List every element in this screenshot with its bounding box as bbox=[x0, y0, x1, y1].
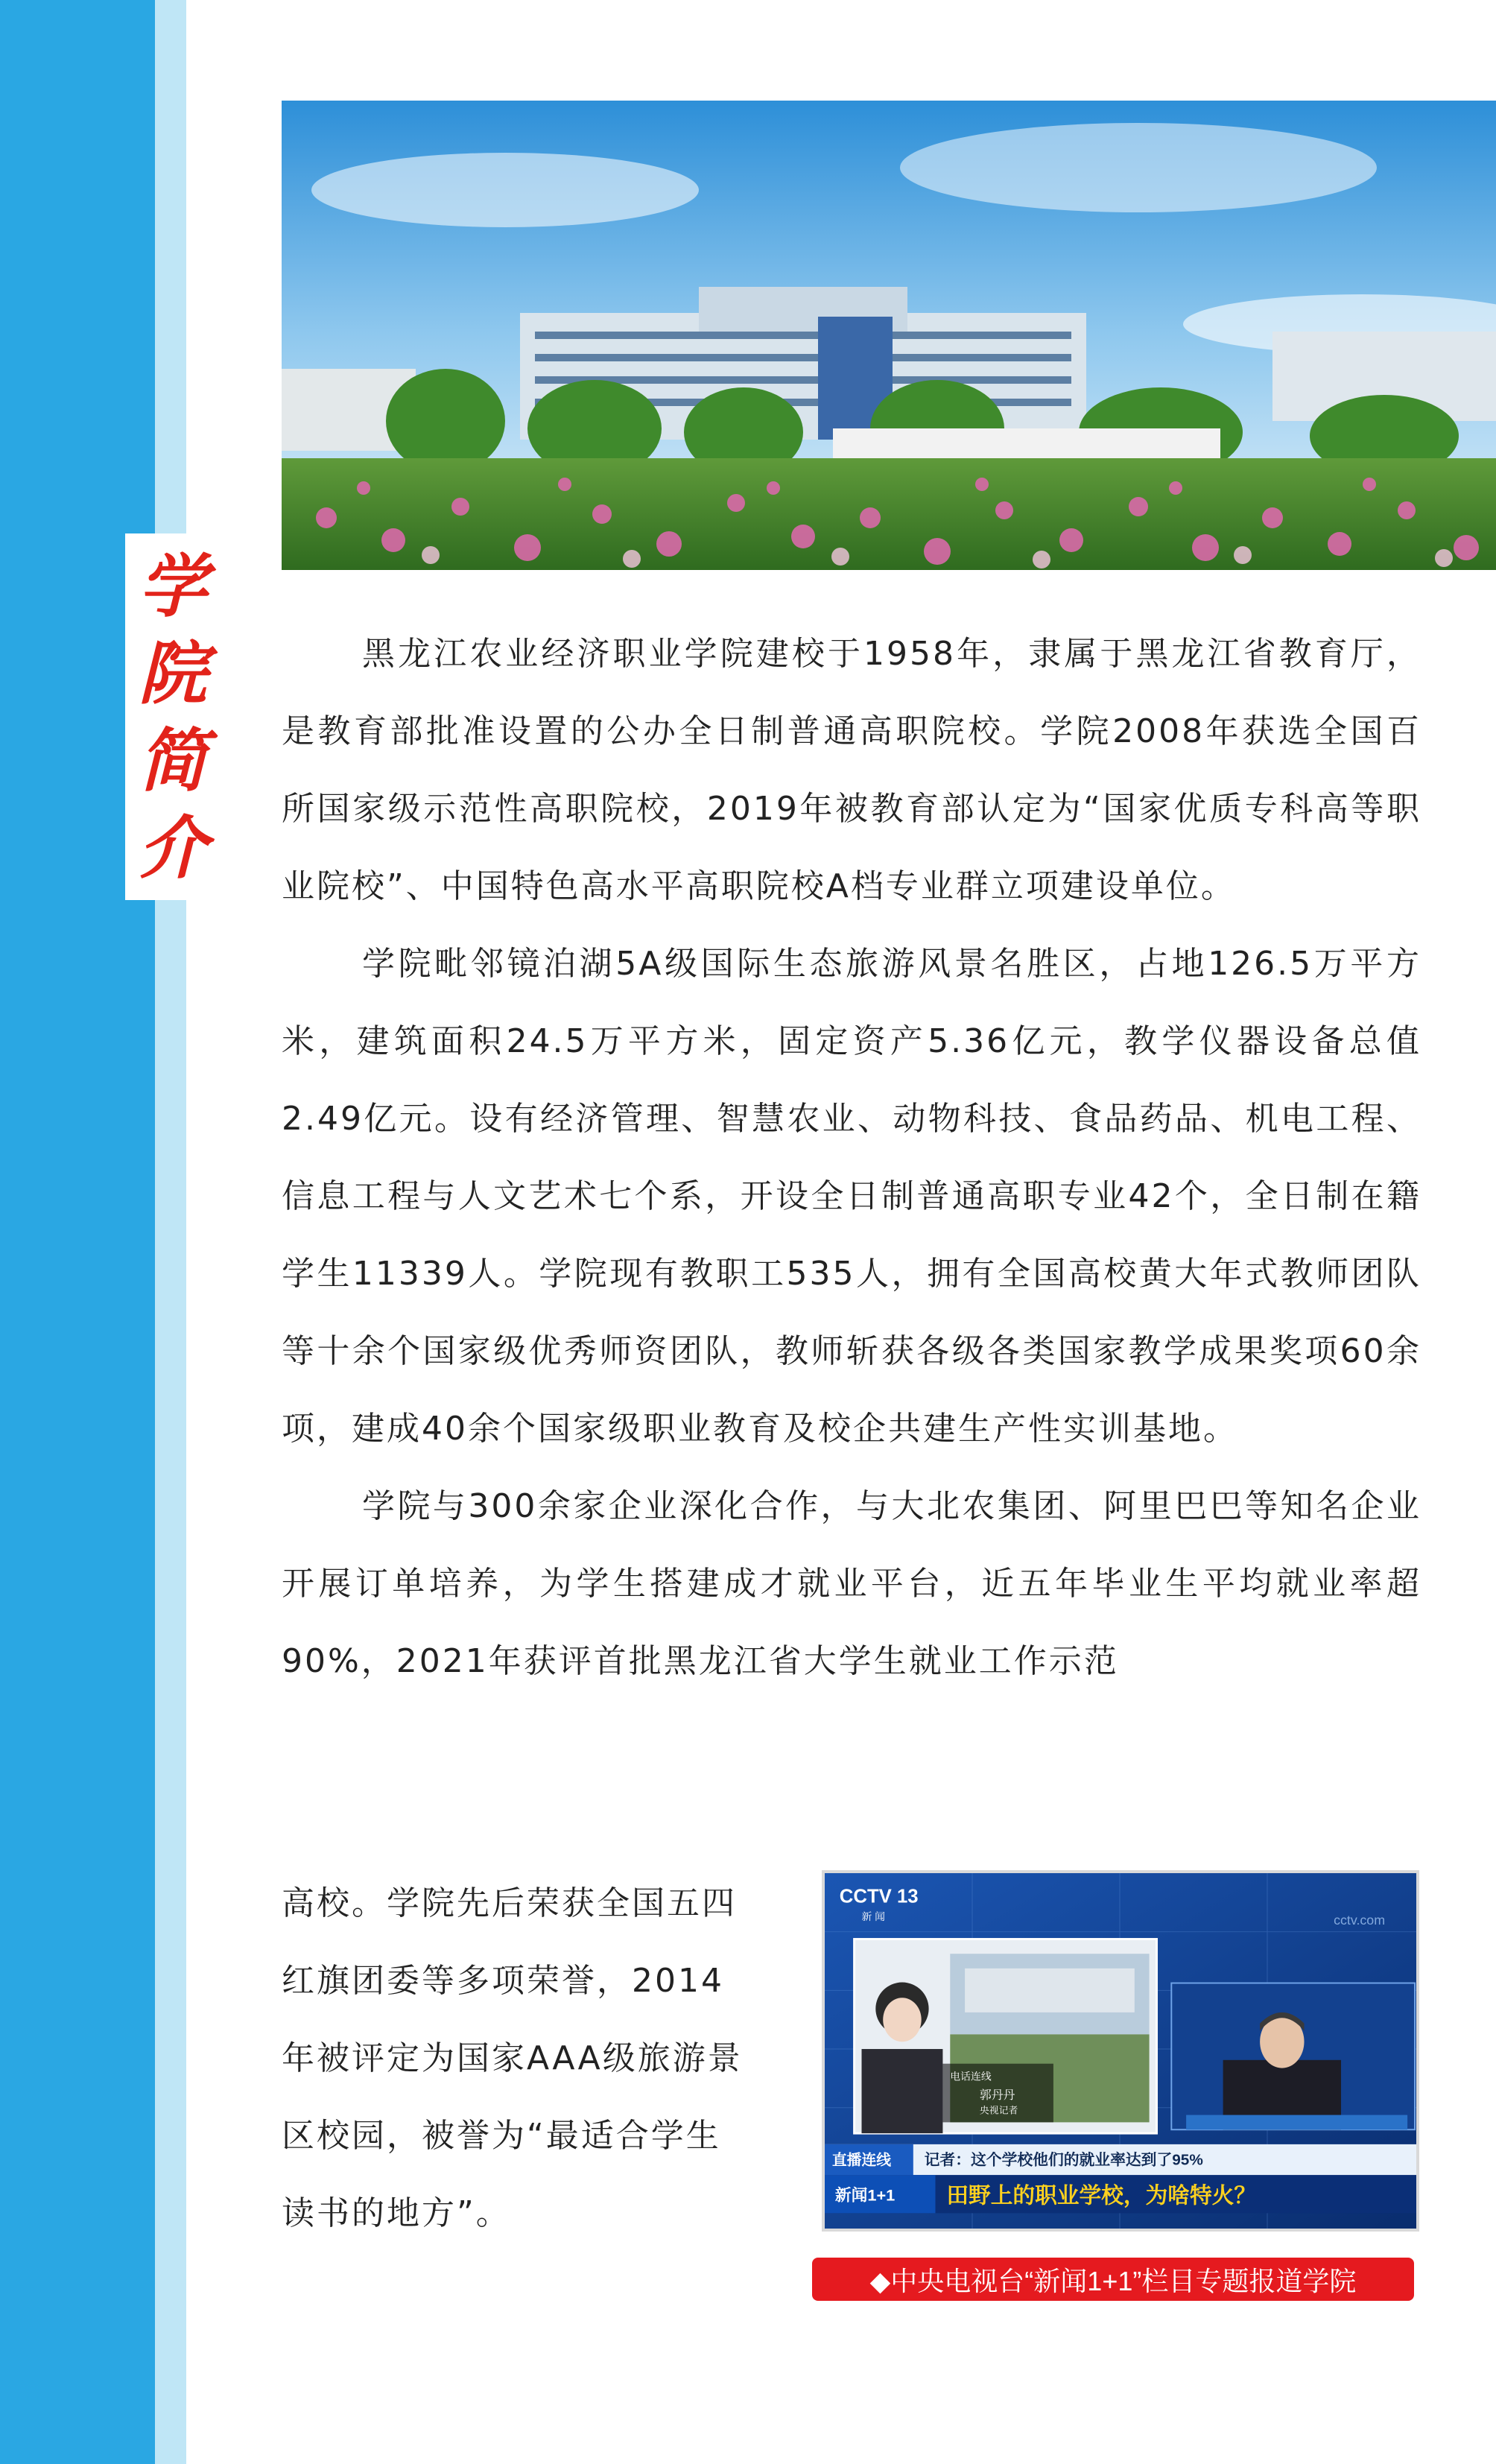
cctv-screenshot bbox=[822, 1870, 1419, 2232]
reporter-role: 央视记者 bbox=[979, 2104, 1018, 2116]
title-char-1: 学 bbox=[138, 545, 207, 627]
title-char-3: 简 bbox=[138, 720, 207, 801]
program-name: 新闻1+1 bbox=[834, 2185, 896, 2205]
wrap-line: 高校。学院先后荣获全国五四 bbox=[282, 1884, 737, 1922]
section-title-tag bbox=[125, 533, 221, 900]
channel-logo: CCTV 13 bbox=[839, 1886, 919, 1907]
wrap-line: 红旗团委等多项荣誉，2014 bbox=[282, 1962, 724, 2000]
headline-text: 田野上的职业学校，为啥特火？ bbox=[946, 2183, 1257, 2208]
campus-photo bbox=[282, 101, 1496, 570]
channel-sub: 新 闻 bbox=[861, 1910, 886, 1922]
title-char-2: 院 bbox=[138, 633, 207, 714]
wrap-line: 读书的地方”。 bbox=[282, 2194, 511, 2232]
live-label: 直播连线 bbox=[831, 2152, 892, 2169]
paragraph-3: 学院与300余家企业深化合作，与大北农集团、阿里巴巴等知名企业开展订单培养，为学生搭建成才就业平台，近五年毕业生平均就业率超90%，2021年获评首批黑龙江省大学生就业工作示范 bbox=[282, 1487, 1421, 1680]
paragraph-1: 黑龙江农业经济职业学院建校于1958年，隶属于黑龙江省教育厅，是教育部批准设置的公办全日制普通高职院校。学院2008年获选全国百所国家级示范性高职院校，2019年被教育部认定为“国家优质专科高等职业院校”、中国特色高水平高职院校A档专业群立项建设单位。 bbox=[282, 635, 1421, 905]
reporter-tag: 电话连线 bbox=[950, 2070, 992, 2083]
wrap-line: 年被评定为国家AAA级旅游景 bbox=[282, 2039, 743, 2077]
intro-body bbox=[282, 615, 1421, 1700]
title-char-4: 介 bbox=[138, 807, 207, 888]
ticker-text: 记者：这个学校他们的就业率达到了95% bbox=[924, 2151, 1203, 2169]
tv-caption: ◆中央电视台“新闻1+1”栏目专题报道学院 bbox=[812, 2258, 1414, 2301]
left-light-stripe bbox=[155, 0, 186, 2464]
reporter-name: 郭丹丹 bbox=[979, 2088, 1015, 2102]
cctv-watermark: cctv.com bbox=[1334, 1912, 1386, 1928]
paragraph-2: 学院毗邻镜泊湖5A级国际生态旅游风景名胜区，占地126.5万平方米，建筑面积24.5万平方米，固定资产5.36亿元，教学仪器设备总值2.49亿元。设有经济管理、智慧农业、动物科技、食品药品、机电工程、信息工程与人文艺术七个系，开设全日制普通高职专业42个，全日制在籍学生11339人。学院现有教职工535人，拥有全国高校黄大年式教师团队等十余个国家级优秀师资团队，教师斩获各级各类国家教学成果奖项60余项，建成40余个国家级职业教育及校企共建生产性实训基地。 bbox=[282, 945, 1421, 1448]
wrap-line: 区校园，被誉为“最适合学生 bbox=[282, 2117, 721, 2155]
wrapped-paragraph bbox=[282, 1865, 799, 2252]
left-blue-stripe bbox=[0, 0, 155, 2464]
